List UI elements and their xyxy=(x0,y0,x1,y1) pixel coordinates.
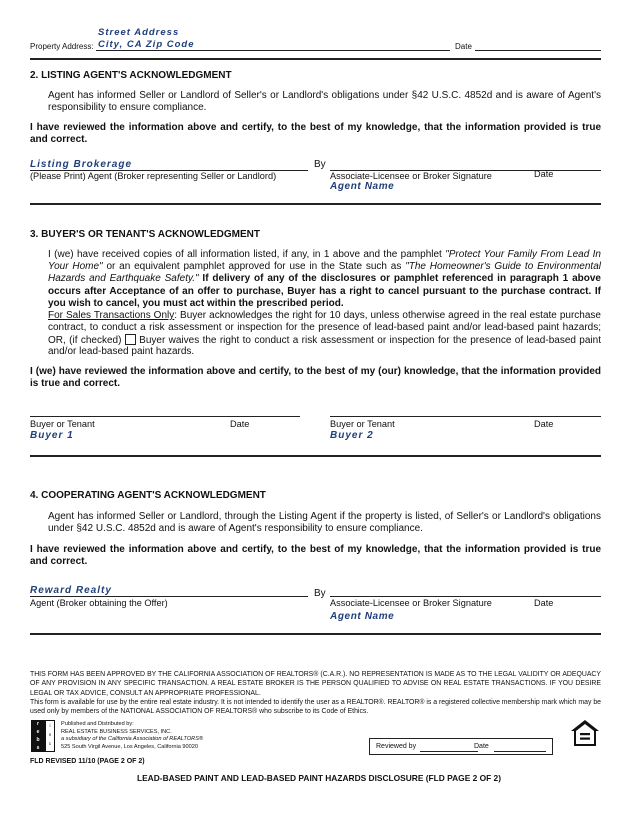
revised-label: FLD REVISED 11/10 (PAGE 2 OF 2) xyxy=(30,758,145,765)
buyer1-label: Buyer or Tenant xyxy=(30,419,95,429)
property-address-line[interactable] xyxy=(96,50,450,51)
reviewed-date-label: Date xyxy=(474,743,489,750)
publisher-logo-inc: i n c xyxy=(45,720,55,752)
section3-paragraph2: For Sales Transactions Only: Buyer acknowledges the right for 10 days, unless otherwise agreed in the real estate purchase contract, to conduct a risk assessment or inspection for the presence of lead-based paint and/or lead-based paint hazards; OR, (if checked) Buyer waives the right to conduct a risk assessment or inspection for the presence of lead-based paint and/or lead-based paint hazards. xyxy=(48,310,601,358)
section4-heading: 4. COOPERATING AGENT'S ACKNOWLEDGMENT xyxy=(30,490,266,501)
divider xyxy=(30,203,601,205)
section3-paragraph1: I (we) have received copies of all information listed, if any, in 1 above and the pamphlet "Protect Your Family From Lead In Your Home" or an equivalent pamphlet approved for use in the State such as "The Homeowner's Guide to Environmental Hazards and Earthquake Safety." If delivery of any of the disclosures or pamphlet referenced in paragraph 1 above occurs after Acceptance of an offer to purchase, Buyer has a right to cancel pursuant to the purchase contract. If you wish to cancel, you must act within the prescribed period. xyxy=(48,249,601,309)
equal-housing-icon xyxy=(570,718,600,748)
buyer2-date-label: Date xyxy=(534,419,554,429)
header-date-label: Date xyxy=(455,42,472,51)
form-title: LEAD-BASED PAINT AND LEAD-BASED PAINT HAZARDS DISCLOSURE (FLD PAGE 2 OF 2) xyxy=(136,773,501,783)
divider xyxy=(30,455,601,457)
property-address-label: Property Address: xyxy=(30,42,94,51)
divider xyxy=(30,58,601,60)
buyer2-name: Buyer 2 xyxy=(330,430,374,441)
buyer2-label: Buyer or Tenant xyxy=(330,419,395,429)
street-address: Street Address xyxy=(98,27,180,38)
section4-left-label: Agent (Broker obtaining the Offer) xyxy=(30,598,168,608)
publisher-address: 525 South Virgil Avenue, Los Angeles, California 90020 xyxy=(61,744,198,750)
section2-signature-label: Associate-Licensee or Broker Signature xyxy=(330,171,492,181)
listing-brokerage-value: Listing Brokerage xyxy=(30,159,133,170)
section2-by: By xyxy=(314,159,326,170)
section3-certify: I (we) have reviewed the information above and certify, to the best of my (our) knowledge, that the information provided is true and correct. xyxy=(30,366,601,389)
buyer1-date-label: Date xyxy=(230,419,250,429)
section4-by: By xyxy=(314,588,326,599)
reviewed-by-line[interactable] xyxy=(420,751,478,752)
cooperating-signature-line[interactable] xyxy=(330,596,601,597)
publisher-company: REAL ESTATE BUSINESS SERVICES, INC. xyxy=(61,729,172,735)
published-label: Published and Distributed by: xyxy=(61,721,134,727)
section2-left-label: (Please Print) Agent (Broker representing Seller or Landlord) xyxy=(30,171,277,181)
divider xyxy=(30,633,601,635)
header-date-line[interactable] xyxy=(475,50,601,51)
section2-certify: I have reviewed the information above and certify, to the best of my knowledge, that the information provided is true and correct. xyxy=(30,122,601,145)
waive-checkbox[interactable] xyxy=(125,334,136,345)
publisher-logo: r e b s xyxy=(31,720,45,752)
buyer1-signature-line[interactable] xyxy=(30,416,300,417)
reviewed-by-label: Reviewed by xyxy=(376,743,417,750)
section4-agent-name: Agent Name xyxy=(330,611,395,622)
approval-notice: THIS FORM HAS BEEN APPROVED BY THE CALIFORNIA ASSOCIATION OF REALTORS® (C.A.R.). NO REPRESENTATION IS MADE AS TO THE LEGAL VALIDITY OR ADEQUACY OF ANY PROVISION IN ANY SPECIFIC TRANSACTION. A REAL ESTATE BROKER IS THE PERSON QUALIFIED TO ADVISE ON REAL ESTATE TRANSACTIONS. IF YOU DESIRE LEGAL OR TAX ADVICE, CONSULT AN APPROPRIATE PROFESSIONAL. xyxy=(30,671,601,697)
reviewed-date-line[interactable] xyxy=(494,751,546,752)
cooperating-brokerage-value: Reward Realty xyxy=(30,585,112,596)
section2-agent-name: Agent Name xyxy=(330,181,395,192)
buyer1-name: Buyer 1 xyxy=(30,430,74,441)
section2-body: Agent has informed Seller or Landlord of Seller's or Landlord's obligations under §42 U.S.C. 4852d and is aware of Agent's responsibility to ensure compliance. xyxy=(48,90,601,113)
city-zip: City, CA Zip Code xyxy=(98,39,195,50)
section4-date-label: Date xyxy=(534,598,554,608)
section3-heading: 3. BUYER'S OR TENANT'S ACKNOWLEDGMENT xyxy=(30,229,260,240)
section4-body: Agent has informed Seller or Landlord, through the Listing Agent if the property is listed, of Seller's or Landlord's obligations under §42 U.S.C. 4852d and is aware of Agent's responsibility to ensure compliance. xyxy=(48,511,601,534)
section2-date-label: Date xyxy=(534,169,554,179)
usage-notice: This form is available for use by the entire real estate industry. It is not intended to identify the user as a REALTOR®. REALTOR® is a registered collective membership mark which may be used only by members of the NATIONAL ASSOCIATION OF REALTORS® who subscribe to its Code of Ethics. xyxy=(30,699,601,716)
publisher-subsidiary: a subsidiary of the California Association of REALTORS® xyxy=(61,736,204,742)
section4-signature-label: Associate-Licensee or Broker Signature xyxy=(330,598,492,608)
section2-heading: 2. LISTING AGENT'S ACKNOWLEDGMENT xyxy=(30,70,232,81)
reviewed-by-box xyxy=(369,738,553,755)
cooperating-brokerage-line[interactable] xyxy=(30,596,308,597)
buyer2-signature-line[interactable] xyxy=(330,416,601,417)
section4-certify: I have reviewed the information above and certify, to the best of my knowledge, that the information provided is true and correct. xyxy=(30,544,601,567)
